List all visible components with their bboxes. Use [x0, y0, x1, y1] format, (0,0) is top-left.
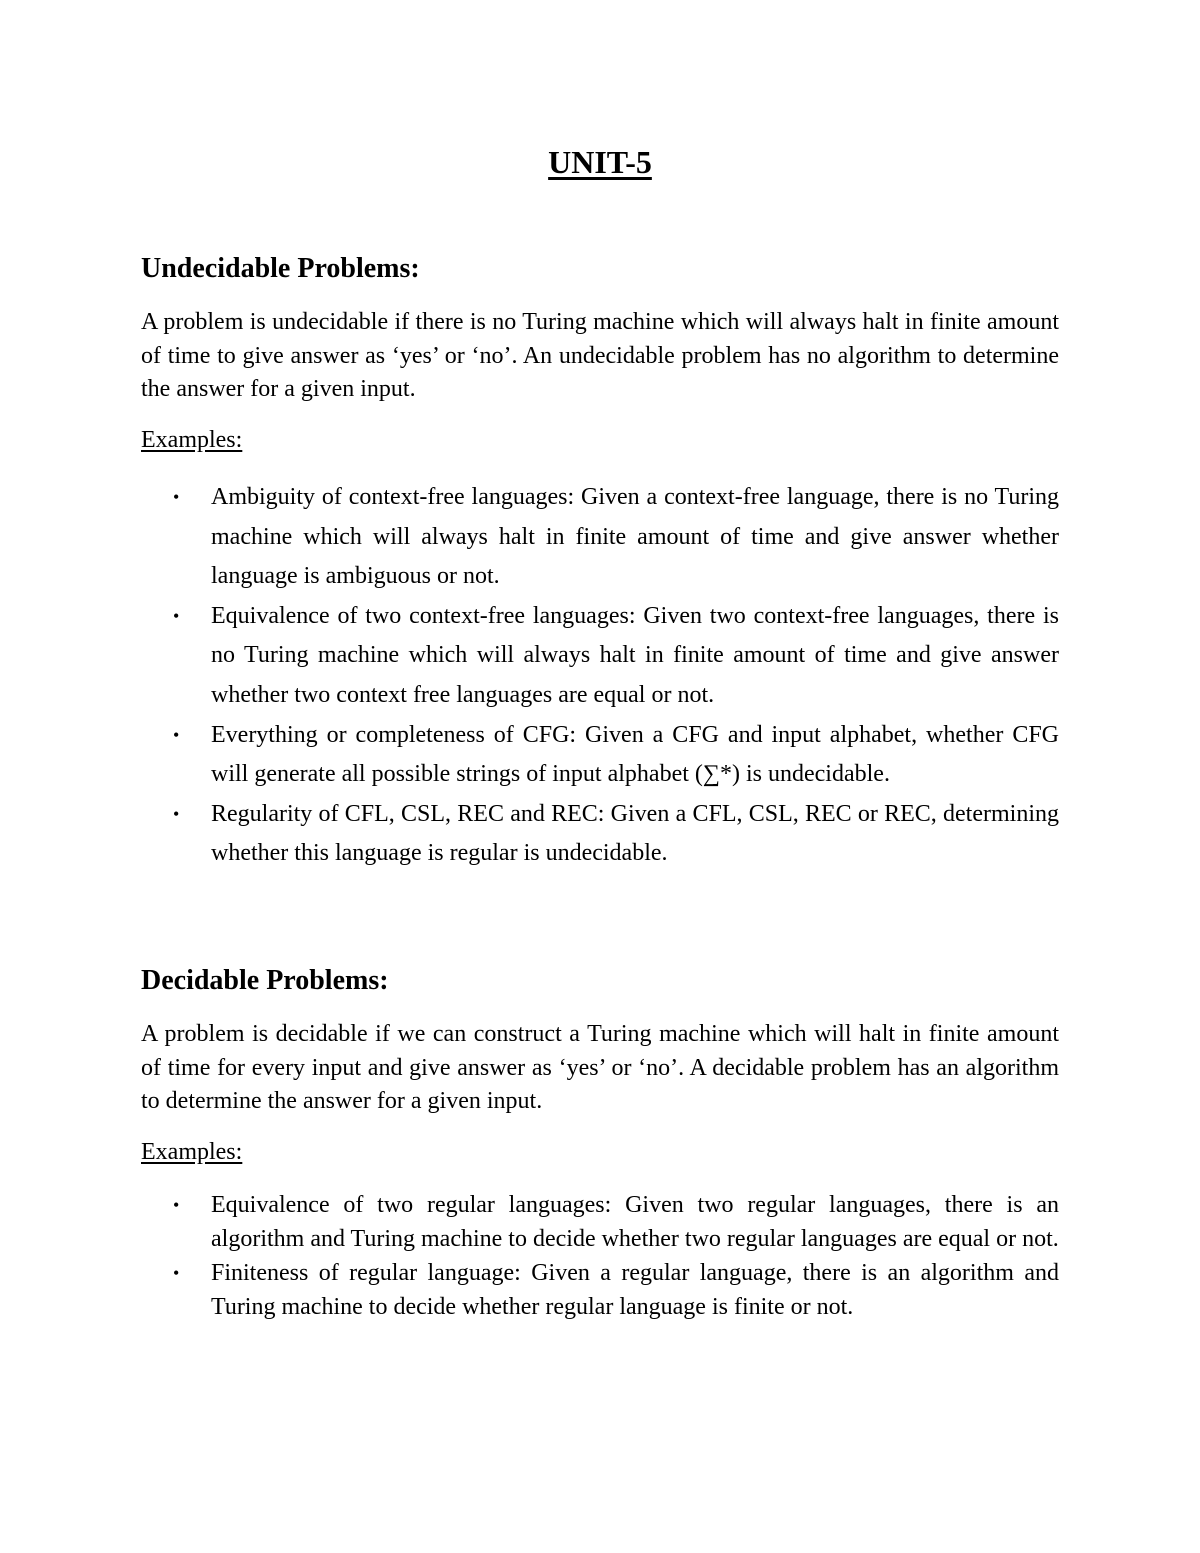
bullet-icon: •: [173, 487, 180, 507]
undecidable-paragraph: A problem is undecidable if there is no Turing machine which will always halt in finite amount of time to give answer as ‘yes’ or ‘no’. An undecidable problem has no algorithm to determine the answer for a given input.: [141, 309, 1059, 402]
list-item: [141, 795, 1059, 874]
page-title: UNIT-5: [548, 144, 652, 180]
bullet-text: Equivalence of two regular languages: Given two regular languages, there is an algorithm and Turing machine to decide whether two regular languages are equal or not.: [211, 1192, 1059, 1252]
list-item: [141, 1256, 1059, 1324]
decidable-examples-list: [141, 1188, 1059, 1324]
bullet-icon: •: [173, 605, 180, 626]
bullet-text: Regularity of CFL, CSL, REC and REC: Given a CFL, CSL, REC or REC, determining whether this language is regular is undecidable.: [211, 800, 1059, 867]
bullet-text: Everything or completeness of CFG: Given a CFG and input alphabet, whether CFG will generate all possible strings of input alphabet (∑*) is undecidable.: [211, 721, 1059, 788]
undecidable-heading: Undecidable Problems:: [141, 253, 420, 284]
undecidable-examples-label: Examples:: [141, 427, 243, 453]
list-item: [141, 716, 1059, 795]
list-item: [141, 478, 1059, 597]
decidable-paragraph: A problem is decidable if we can construct a Turing machine which will halt in finite amount of time for every input and give answer as ‘yes’ or ‘no’. A decidable problem has an algorithm to determine the answer for a given input.: [141, 1021, 1059, 1114]
list-item: [141, 597, 1059, 716]
decidable-examples-label: Examples:: [141, 1139, 243, 1165]
bullet-icon: •: [173, 1263, 180, 1283]
bullet-icon: •: [173, 803, 180, 824]
decidable-heading: Decidable Problems:: [141, 965, 389, 996]
bullet-text: Ambiguity of context-free languages: Given a context-free language, there is no Turing machine which will always halt in finite amount of time and give answer whether language is ambiguous or not.: [211, 484, 1059, 590]
bullet-text: Equivalence of two context-free languages: Given two context-free languages, there is no Turing machine which will always halt in finite amount of time and give answer whether two context free languages are equal or not.: [211, 602, 1059, 708]
bullet-icon: •: [173, 724, 180, 745]
bullet-text: Finiteness of regular language: Given a regular language, there is an algorithm and Turing machine to decide whether regular language is finite or not.: [211, 1260, 1059, 1320]
bullet-icon: •: [173, 1195, 180, 1215]
undecidable-examples-list: [141, 478, 1059, 874]
list-item: [141, 1188, 1059, 1256]
